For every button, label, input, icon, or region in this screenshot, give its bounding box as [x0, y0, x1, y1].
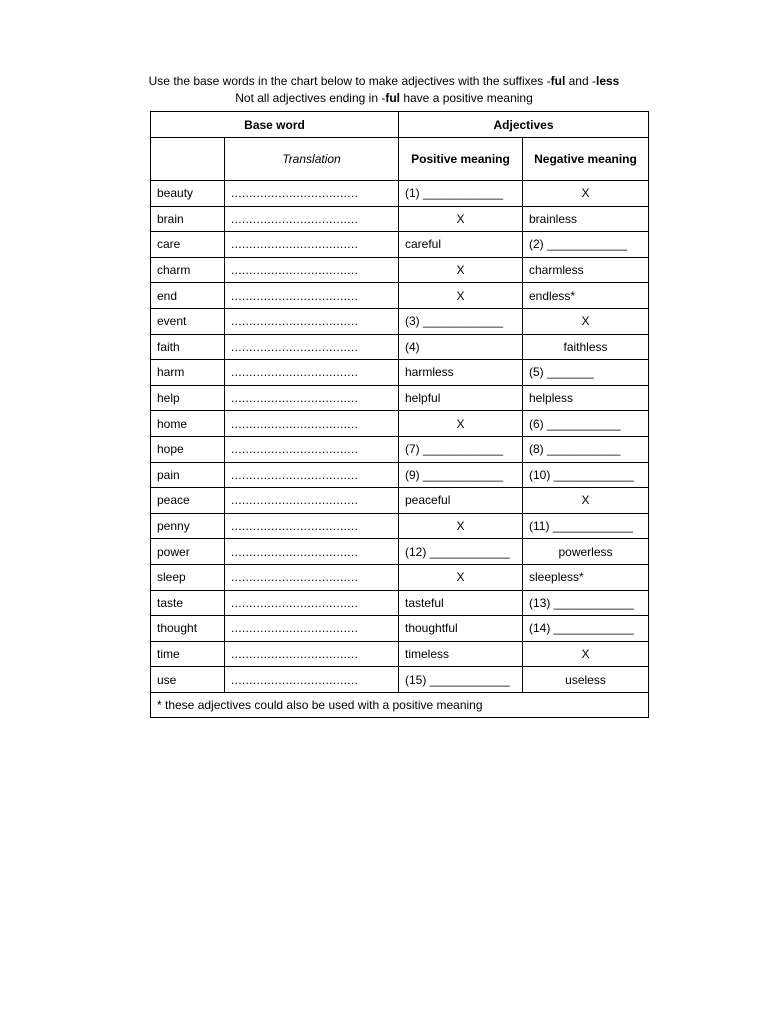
negative-meaning-cell: (5) _______: [523, 360, 649, 386]
positive-meaning-cell: X: [399, 257, 523, 283]
positive-meaning-cell: X: [399, 206, 523, 232]
translation-blank[interactable]: ...................................: [225, 590, 399, 616]
positive-meaning-cell: helpful: [399, 385, 523, 411]
table-row: [151, 411, 649, 437]
negative-meaning-cell: (13) ____________: [523, 590, 649, 616]
base-word-cell: faith: [151, 334, 225, 360]
table-row: [151, 513, 649, 539]
negative-meaning-cell: (8) ___________: [523, 436, 649, 462]
translation-blank[interactable]: ...................................: [225, 334, 399, 360]
table-row: [151, 488, 649, 514]
base-word-cell: brain: [151, 206, 225, 232]
table-body: [151, 181, 649, 693]
translation-blank[interactable]: ...................................: [225, 360, 399, 386]
translation-blank[interactable]: ...................................: [225, 641, 399, 667]
instruction-text: Not all adjectives ending in -: [235, 91, 386, 105]
suffix-ful: ful: [385, 91, 400, 105]
positive-meaning-cell: (4): [399, 334, 523, 360]
negative-meaning-cell: X: [523, 488, 649, 514]
positive-meaning-cell: harmless: [399, 360, 523, 386]
negative-meaning-cell: faithless: [523, 334, 649, 360]
base-word-cell: time: [151, 641, 225, 667]
subheader-positive-meaning: Positive meaning: [399, 138, 523, 181]
base-word-cell: penny: [151, 513, 225, 539]
table-row: [151, 462, 649, 488]
subheader-blank: [151, 138, 225, 181]
table-row: [151, 232, 649, 258]
negative-meaning-cell: X: [523, 181, 649, 207]
negative-meaning-cell: (11) ____________: [523, 513, 649, 539]
base-word-cell: pain: [151, 462, 225, 488]
table-row: [151, 616, 649, 642]
table-subheader-row: [151, 138, 649, 181]
base-word-cell: event: [151, 308, 225, 334]
translation-blank[interactable]: ...................................: [225, 513, 399, 539]
table-row: [151, 283, 649, 309]
table-row: [151, 385, 649, 411]
negative-meaning-cell: brainless: [523, 206, 649, 232]
translation-blank[interactable]: ...................................: [225, 436, 399, 462]
translation-blank[interactable]: ...................................: [225, 308, 399, 334]
positive-meaning-cell: thoughtful: [399, 616, 523, 642]
translation-blank[interactable]: ...................................: [225, 385, 399, 411]
base-word-cell: power: [151, 539, 225, 565]
translation-blank[interactable]: ...................................: [225, 206, 399, 232]
positive-meaning-cell: X: [399, 411, 523, 437]
negative-meaning-cell: charmless: [523, 257, 649, 283]
base-word-cell: end: [151, 283, 225, 309]
translation-blank[interactable]: ...................................: [225, 564, 399, 590]
table-row: [151, 564, 649, 590]
base-word-cell: care: [151, 232, 225, 258]
translation-blank[interactable]: ...................................: [225, 488, 399, 514]
translation-blank[interactable]: ...................................: [225, 181, 399, 207]
positive-meaning-cell: X: [399, 513, 523, 539]
adjectives-table: [150, 111, 649, 718]
translation-blank[interactable]: ...................................: [225, 667, 399, 693]
positive-meaning-cell: X: [399, 564, 523, 590]
instruction-text: and -: [565, 74, 596, 88]
base-word-cell: charm: [151, 257, 225, 283]
translation-blank[interactable]: ...................................: [225, 283, 399, 309]
base-word-cell: harm: [151, 360, 225, 386]
table-row: [151, 257, 649, 283]
negative-meaning-cell: helpless: [523, 385, 649, 411]
table-row: [151, 590, 649, 616]
header-adjectives: Adjectives: [399, 112, 649, 138]
base-word-cell: sleep: [151, 564, 225, 590]
base-word-cell: thought: [151, 616, 225, 642]
subheader-negative-meaning: Negative meaning: [523, 138, 649, 181]
table-row: [151, 334, 649, 360]
base-word-cell: taste: [151, 590, 225, 616]
positive-meaning-cell: (3) ____________: [399, 308, 523, 334]
instruction-line-1: [0, 73, 768, 90]
negative-meaning-cell: (6) ___________: [523, 411, 649, 437]
suffix-ful: ful: [550, 74, 566, 88]
negative-meaning-cell: X: [523, 641, 649, 667]
table-row: [151, 539, 649, 565]
instruction-line-2: [0, 90, 768, 107]
header-base-word: Base word: [151, 112, 399, 138]
suffix-less: less: [595, 74, 620, 88]
negative-meaning-cell: (14) ____________: [523, 616, 649, 642]
table-row: [151, 206, 649, 232]
footnote: * these adjectives could also be used with a positive meaning: [151, 692, 649, 717]
positive-meaning-cell: careful: [399, 232, 523, 258]
positive-meaning-cell: timeless: [399, 641, 523, 667]
subheader-translation: Translation: [225, 138, 399, 181]
negative-meaning-cell: endless*: [523, 283, 649, 309]
positive-meaning-cell: (7) ____________: [399, 436, 523, 462]
negative-meaning-cell: X: [523, 308, 649, 334]
positive-meaning-cell: (12) ____________: [399, 539, 523, 565]
table-header-row: [151, 112, 649, 138]
translation-blank[interactable]: ...................................: [225, 257, 399, 283]
instructions: [0, 73, 768, 107]
table-row: [151, 308, 649, 334]
table-row: [151, 436, 649, 462]
base-word-cell: hope: [151, 436, 225, 462]
table-row: [151, 181, 649, 207]
positive-meaning-cell: peaceful: [399, 488, 523, 514]
positive-meaning-cell: (15) ____________: [399, 667, 523, 693]
negative-meaning-cell: sleepless*: [523, 564, 649, 590]
translation-blank[interactable]: ...................................: [225, 232, 399, 258]
base-word-cell: help: [151, 385, 225, 411]
table-row: [151, 360, 649, 386]
instruction-text: have a positive meaning: [400, 91, 533, 105]
translation-blank[interactable]: ...................................: [225, 462, 399, 488]
negative-meaning-cell: powerless: [523, 539, 649, 565]
positive-meaning-cell: tasteful: [399, 590, 523, 616]
translation-blank[interactable]: ...................................: [225, 616, 399, 642]
instruction-text: Use the base words in the chart below to make adjectives with the suffixes -: [148, 74, 551, 88]
translation-blank[interactable]: ...................................: [225, 411, 399, 437]
positive-meaning-cell: (1) ____________: [399, 181, 523, 207]
base-word-cell: beauty: [151, 181, 225, 207]
negative-meaning-cell: useless: [523, 667, 649, 693]
positive-meaning-cell: X: [399, 283, 523, 309]
negative-meaning-cell: (2) ____________: [523, 232, 649, 258]
positive-meaning-cell: (9) ____________: [399, 462, 523, 488]
translation-blank[interactable]: ...................................: [225, 539, 399, 565]
footnote-row: [151, 692, 649, 717]
table-row: [151, 641, 649, 667]
negative-meaning-cell: (10) ____________: [523, 462, 649, 488]
base-word-cell: use: [151, 667, 225, 693]
base-word-cell: home: [151, 411, 225, 437]
base-word-cell: peace: [151, 488, 225, 514]
table-row: [151, 667, 649, 693]
